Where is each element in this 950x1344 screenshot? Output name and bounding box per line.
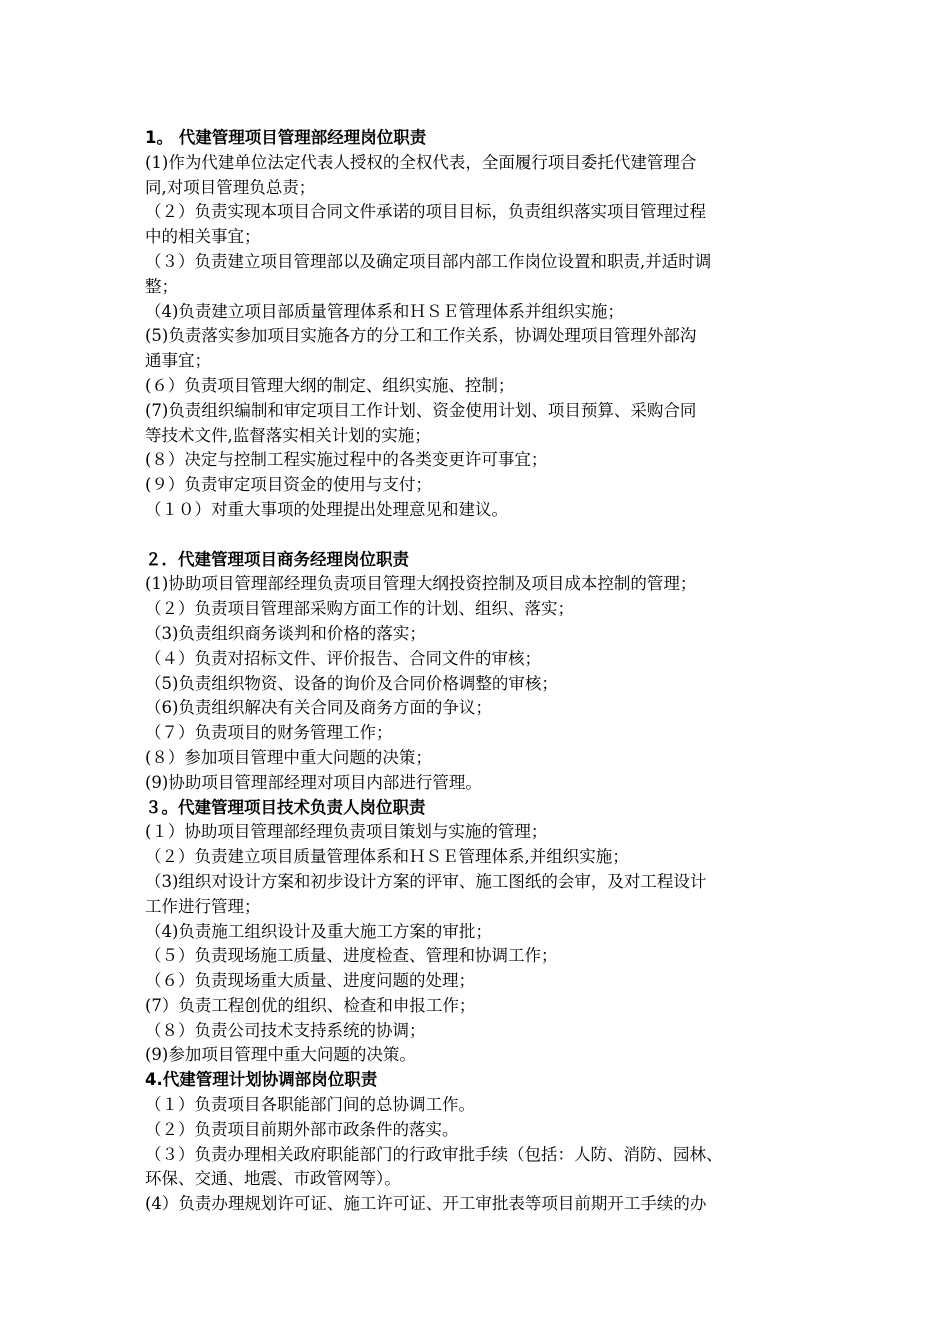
document-body [145,126,810,1217]
text-line: （４）负责对招标文件、评价报告、合同文件的审核； [145,648,541,668]
text-line: 同,对项目管理负总责； [145,177,316,197]
text-line: (5)负责落实参加项目实施各方的分工和工作关系，协调处理项目管理外部沟 [145,326,697,346]
text-line: (9)协助项目管理部经理对项目内部进行管理。 [145,772,482,792]
text-line: （６）负责现场重大质量、进度问题的处理； [145,971,475,991]
section-heading: 4.代建管理计划协调部岗位职责 [145,1070,378,1090]
text-line: (7）负责工程创优的组织、检查和申报工作； [145,995,476,1015]
text-line: （３）负责办理相关政府职能部门的行政审批手续（包括：人防、消防、园林、 [145,1144,723,1164]
text-line: （２）负责项目前期外部市政条件的落实。 [145,1119,459,1139]
text-line: (９）负责审定项目资金的使用与支付； [145,475,432,495]
text-line: (7)负责组织编制和审定项目工作计划、资金使用计划、项目预算、采购合同 [145,400,697,420]
text-line: （８）负责公司技术支持系统的协调； [145,1020,426,1040]
text-line: （3)负责组织商务谈判和价格的落实； [145,623,426,643]
text-line: (６）负责项目管理大纲的制定、组织实施、控制； [145,375,515,395]
text-line: (4）负责办理规划许可证、施工许可证、开工审批表等项目前期开工手续的办 [145,1194,707,1214]
text-line: (１）协助项目管理部经理负责项目策划与实施的管理； [145,822,548,842]
text-line: （5)负责组织物资、设备的询价及合同价格调整的审核； [145,673,558,693]
text-line: 中的相关事宜； [145,227,261,247]
text-line: （２）负责项目管理部采购方面工作的计划、组织、落实； [145,599,574,619]
text-line: 工作进行管理； [145,896,261,916]
text-line: （１）负责项目各职能部门间的总协调工作。 [145,1095,475,1115]
text-line: 等技术文件,监督落实相关计划的实施； [145,425,431,445]
text-line: （3)组织对设计方案和初步设计方案的评审、施工图纸的会审，及对工程设计 [145,871,707,891]
text-line: (８）决定与控制工程实施过程中的各类变更许可事宜； [145,450,548,470]
text-line: 整； [145,276,178,296]
text-line: 环保、交通、地震、市政管网等）。 [145,1169,401,1189]
section-heading: ２．代建管理项目商务经理岗位职责 [145,549,409,569]
text-line: （３）负责建立项目管理部以及确定项目部内部工作岗位设置和职责,并适时调 [145,251,712,271]
text-line: （５）负责现场施工质量、进度检查、管理和协调工作； [145,946,558,966]
text-line: (1)作为代建单位法定代表人授权的全权代表，全面履行项目委托代建管理合 [145,152,697,172]
section-heading: 1。 代建管理项目管理部经理岗位职责 [145,128,427,147]
section-heading: ３。代建管理项目技术负责人岗位职责 [145,797,426,817]
text-line: （4)负责建立项目部质量管理体系和ＨＳＥ管理体系并组织实施； [145,301,624,321]
text-line: （２）负责实现本项目合同文件承诺的项目目标，负责组织落实项目管理过程 [145,202,706,222]
text-line: （７）负责项目的财务管理工作； [145,723,393,743]
blank-line [145,523,810,548]
text-line: （4)负责施工组织设计及重大施工方案的审批； [145,921,492,941]
text-line: （6)负责组织解决有关合同及商务方面的争议； [145,698,492,718]
text-line: (9)参加项目管理中重大问题的决策。 [145,1045,416,1065]
text-line: （２）负责建立项目质量管理体系和ＨＳＥ管理体系,并组织实施； [145,847,629,867]
text-line: 通事宜； [145,351,211,371]
text-line: (８）参加项目管理中重大问题的决策； [145,747,432,767]
text-line: （１０）对重大事项的处理提出处理意见和建议。 [145,499,508,519]
text-line: (1)协助项目管理部经理负责项目管理大纲投资控制及项目成本控制的管理； [145,574,697,594]
